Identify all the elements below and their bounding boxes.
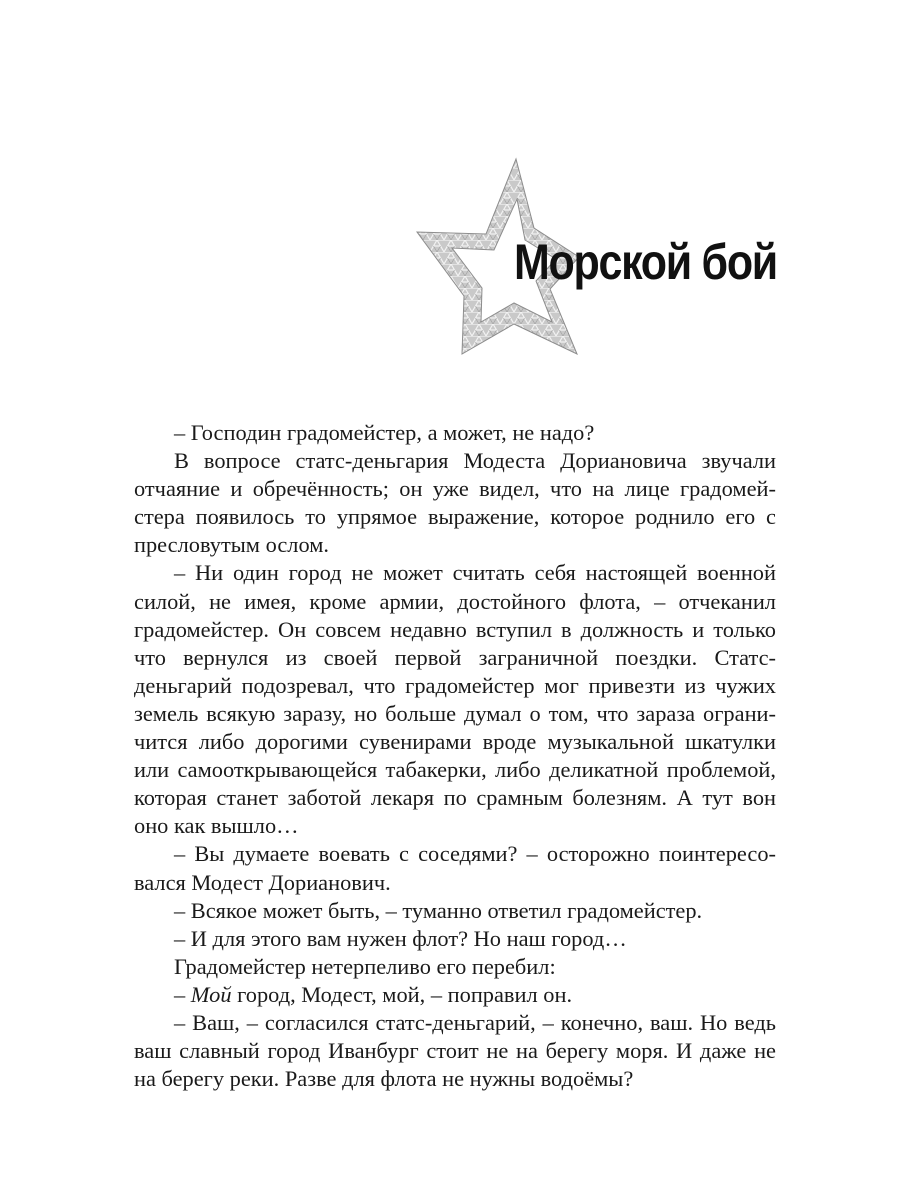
paragraph: В вопросе статс-деньгария Модеста Дориановича звучали отчаяние и обречённость; он уже видел, что на лице градомейстера появилось то упрямое выражение, которое роднило его с пресловутым ослом. bbox=[134, 448, 776, 558]
paragraph-rest: город, Модест, мой, – поправил он. bbox=[231, 981, 573, 1007]
paragraph: – И для этого вам нужен флот? Но наш город… bbox=[174, 925, 627, 951]
paragraph: – Вы думаете воевать с соседями? – осторожно поинтересовался Модест Дорианович. bbox=[134, 841, 776, 895]
paragraph: Градомейстер нетерпеливо его перебил: bbox=[174, 953, 556, 979]
paragraph: – Господин градомейстер, а может, не надо? bbox=[174, 420, 595, 445]
paragraph: – Всякое может быть, – туманно ответил градомейстер. bbox=[174, 897, 703, 923]
paragraph: – Ни один город не может считать себя настоящей военной силой, не имея, кроме армии, достойного флота, – отчеканил градомейстер. Он совсем недавно вступил в должность и только что вернулся из своей первой заграничной поездки. Статсденьгарий подозревал, что градомейстер мог привезти из чужих земель всякую заразу, но больше думал о том, что зараза ограничится либо дорогими сувенирами вроде музыкальной шкатулки или самооткрывающейся табакерки, либо деликатной проблемой, которая станет заботой лекаря по срамным болезням. А тут вон оно как вышло… bbox=[134, 560, 776, 839]
paragraph bbox=[134, 981, 776, 1009]
paragraph: – Ваш, – согласился статс-деньгарий, – конечно, ваш. Но ведь ваш славный город Иванбург стоит не на берегу моря. И даже не на берегу реки. Разве для флота не нужны водоёмы? bbox=[134, 1009, 776, 1092]
emphasis: Мой bbox=[190, 981, 232, 1007]
chapter-body bbox=[134, 419, 776, 1093]
dialogue-dash: – bbox=[174, 981, 191, 1007]
chapter-title: Морской бой bbox=[514, 234, 777, 290]
